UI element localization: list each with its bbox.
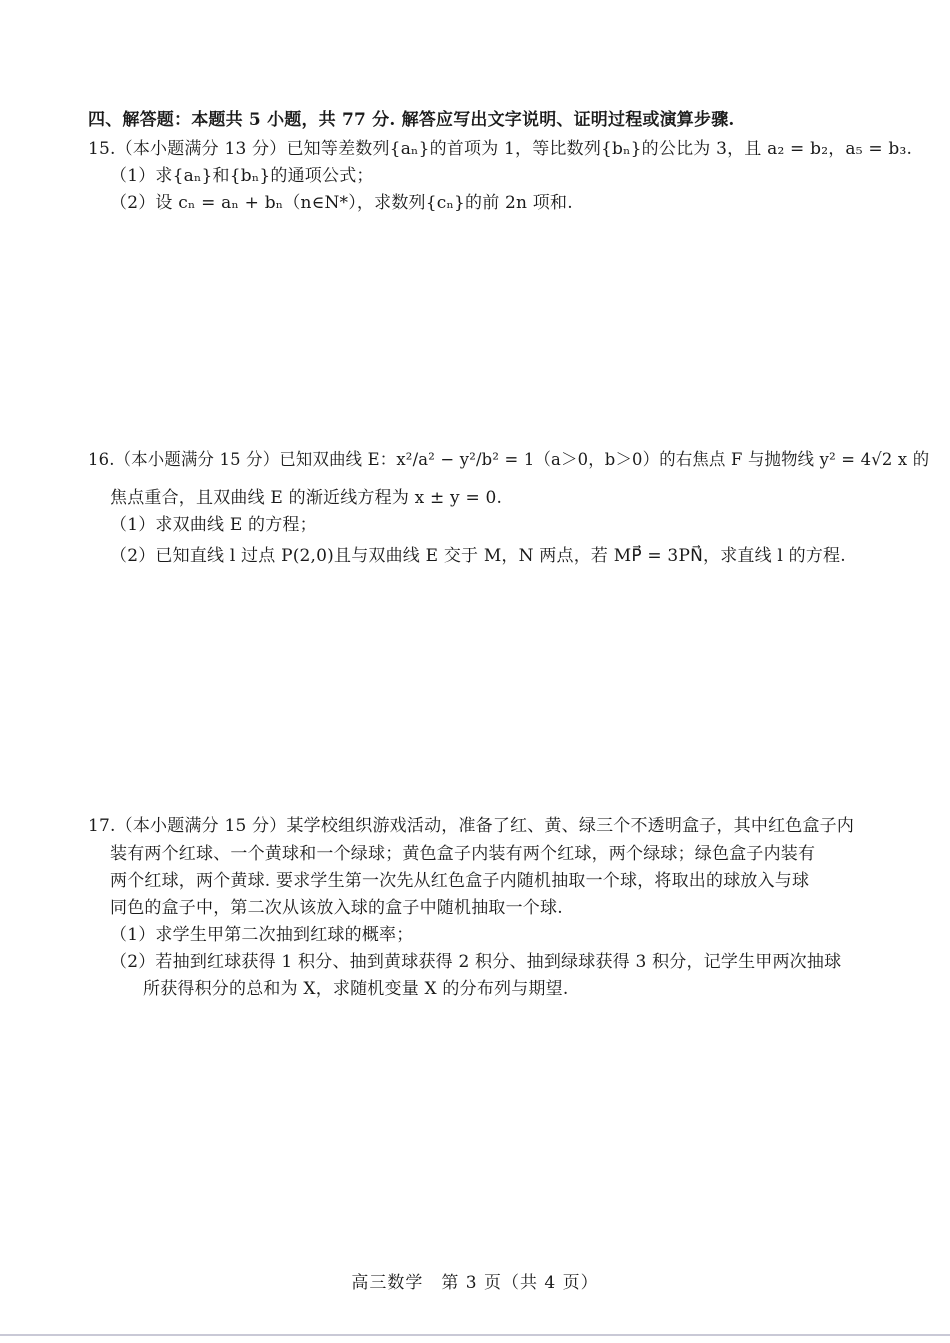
- problem-17-stem-cont-3: 同色的盒子中，第二次从该放入球的盒子中随机抽取一个球.: [110, 898, 563, 918]
- page-footer: 高三数学 第 3 页（共 4 页）: [351, 1273, 599, 1293]
- section-heading: 四、解答题：本题共 5 小题，共 77 分. 解答应写出文字说明、证明过程或演算步骤.: [88, 110, 735, 130]
- problem-15-part-2: （2）设 cₙ = aₙ + bₙ（n∈N*），求数列{cₙ}的前 2n 项和.: [110, 193, 573, 213]
- problem-15-part-1: （1）求{aₙ}和{bₙ}的通项公式；: [110, 166, 374, 186]
- problem-16-part-2: （2）已知直线 l 过点 P(2,0)且与双曲线 E 交于 M，N 两点，若 MP⃗ = 3PN⃗，求直线 l 的方程.: [110, 546, 846, 566]
- problem-16-stem: 16.（本小题满分 15 分）已知双曲线 E：x²/a² − y²/b² = 1（a＞0，b＞0）的右焦点 F 与抛物线 y² = 4√2 x 的: [88, 450, 930, 470]
- problem-17-stem-cont-1: 装有两个红球、一个黄球和一个绿球；黄色盒子内装有两个红球，两个绿球；绿色盒子内装有: [110, 844, 816, 864]
- problem-17-stem-cont-2: 两个红球，两个黄球. 要求学生第一次先从红色盒子内随机抽取一个球，将取出的球放入与球: [110, 871, 810, 891]
- problem-16-stem-cont: 焦点重合，且双曲线 E 的渐近线方程为 x ± y = 0.: [110, 488, 503, 508]
- problem-17-part-2: （2）若抽到红球获得 1 积分、抽到黄球获得 2 积分、抽到绿球获得 3 积分，记学生甲两次抽球: [110, 952, 842, 972]
- problem-17-stem: 17.（本小题满分 15 分）某学校组织游戏活动，准备了红、黄、绿三个不透明盒子，其中红色盒子内: [88, 816, 855, 836]
- problem-15-stem: 15.（本小题满分 13 分）已知等差数列{aₙ}的首项为 1，等比数列{bₙ}的公比为 3，且 a₂ = b₂，a₅ = b₃.: [88, 139, 913, 159]
- page-bottom-rule: [0, 1334, 950, 1336]
- problem-17-part-1: （1）求学生甲第二次抽到红球的概率；: [110, 925, 414, 945]
- problem-17-part-2-cont: 所获得积分的总和为 X，求随机变量 X 的分布列与期望.: [143, 979, 569, 999]
- problem-16-part-1: （1）求双曲线 E 的方程；: [110, 515, 317, 535]
